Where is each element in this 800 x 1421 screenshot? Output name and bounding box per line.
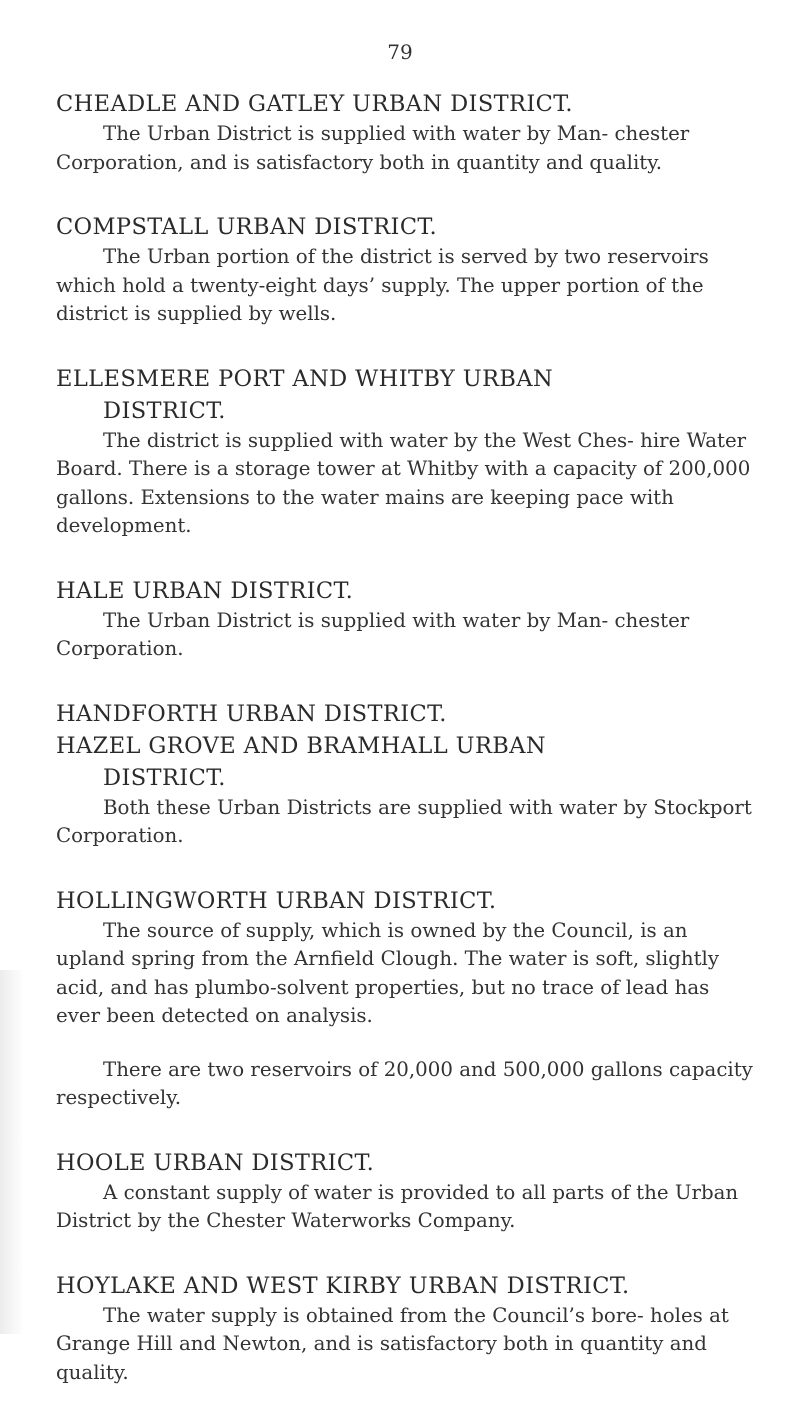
- section-paragraph: The district is supplied with water by the West Ches- hire Water Board. There is a storage tower at Whitby with a capacity of 200,000 gallons. Extensions to the water mains are keeping pace with development.: [56, 428, 751, 537]
- section-hale: [56, 575, 756, 664]
- section-heading: HOOLE URBAN DISTRICT.: [56, 1149, 375, 1176]
- section-hoylake-west-kirby: [56, 1270, 756, 1388]
- section-compstall: [56, 211, 756, 329]
- section-paragraph: The Urban District is supplied with water by Man- chester Corporation, and is satisfactory both in quantity and quality.: [56, 122, 690, 174]
- section-heading: HOYLAKE AND WEST KIRBY URBAN DISTRICT.: [56, 1272, 630, 1299]
- section-cheadle-gatley: [56, 88, 756, 177]
- section-heading: HANDFORTH URBAN DISTRICT.: [56, 700, 447, 727]
- section-heading-continued: DISTRICT.: [103, 764, 226, 791]
- section-heading: HAZEL GROVE AND BRAMHALL URBAN: [56, 732, 546, 759]
- document-body: [56, 88, 756, 1421]
- section-paragraph: The Urban District is supplied with water by Man- chester Corporation.: [56, 608, 690, 660]
- page-edge-shadow: [0, 970, 24, 1334]
- section-paragraph: A constant supply of water is provided to all parts of the Urban District by the Chester Waterworks Company.: [56, 1180, 739, 1232]
- section-hollingworth: [56, 885, 756, 1113]
- section-heading: COMPSTALL URBAN DISTRICT.: [56, 214, 438, 240]
- section-heading: HOLLINGWORTH URBAN DISTRICT.: [56, 887, 497, 914]
- section-paragraph: The source of supply, which is owned by the Council, is an upland spring from the Arnfield Clough. The water is soft, slightly acid, and has plumbo-solvent properties, but no trace of lead has ever been detected on analysis.: [56, 918, 720, 1027]
- section-hoole: [56, 1147, 756, 1236]
- section-paragraph: The water supply is obtained from the Council’s bore- holes at Grange Hill and Newton, and is satisfactory both in quantity and quality.: [56, 1303, 729, 1384]
- section-heading: CHEADLE AND GATLEY URBAN DISTRICT.: [56, 91, 573, 117]
- section-paragraph: The Urban portion of the district is served by two reservoirs which hold a twenty-eight days’ supply. The upper portion of the district is supplied by wells.: [56, 245, 709, 325]
- section-heading: ELLESMERE PORT AND WHITBY URBAN: [56, 365, 554, 392]
- page-number: 79: [387, 40, 413, 64]
- section-paragraph: There are two reservoirs of 20,000 and 500,000 gallons capacity respectively.: [56, 1057, 753, 1109]
- section-ellesmere-port-whitby: [56, 363, 756, 541]
- section-heading-continued: DISTRICT.: [103, 397, 226, 424]
- section-handforth-hazel-grove: [56, 698, 756, 851]
- section-heading: HALE URBAN DISTRICT.: [56, 577, 354, 604]
- section-paragraph: Both these Urban Districts are supplied with water by Stockport Corporation.: [56, 795, 752, 847]
